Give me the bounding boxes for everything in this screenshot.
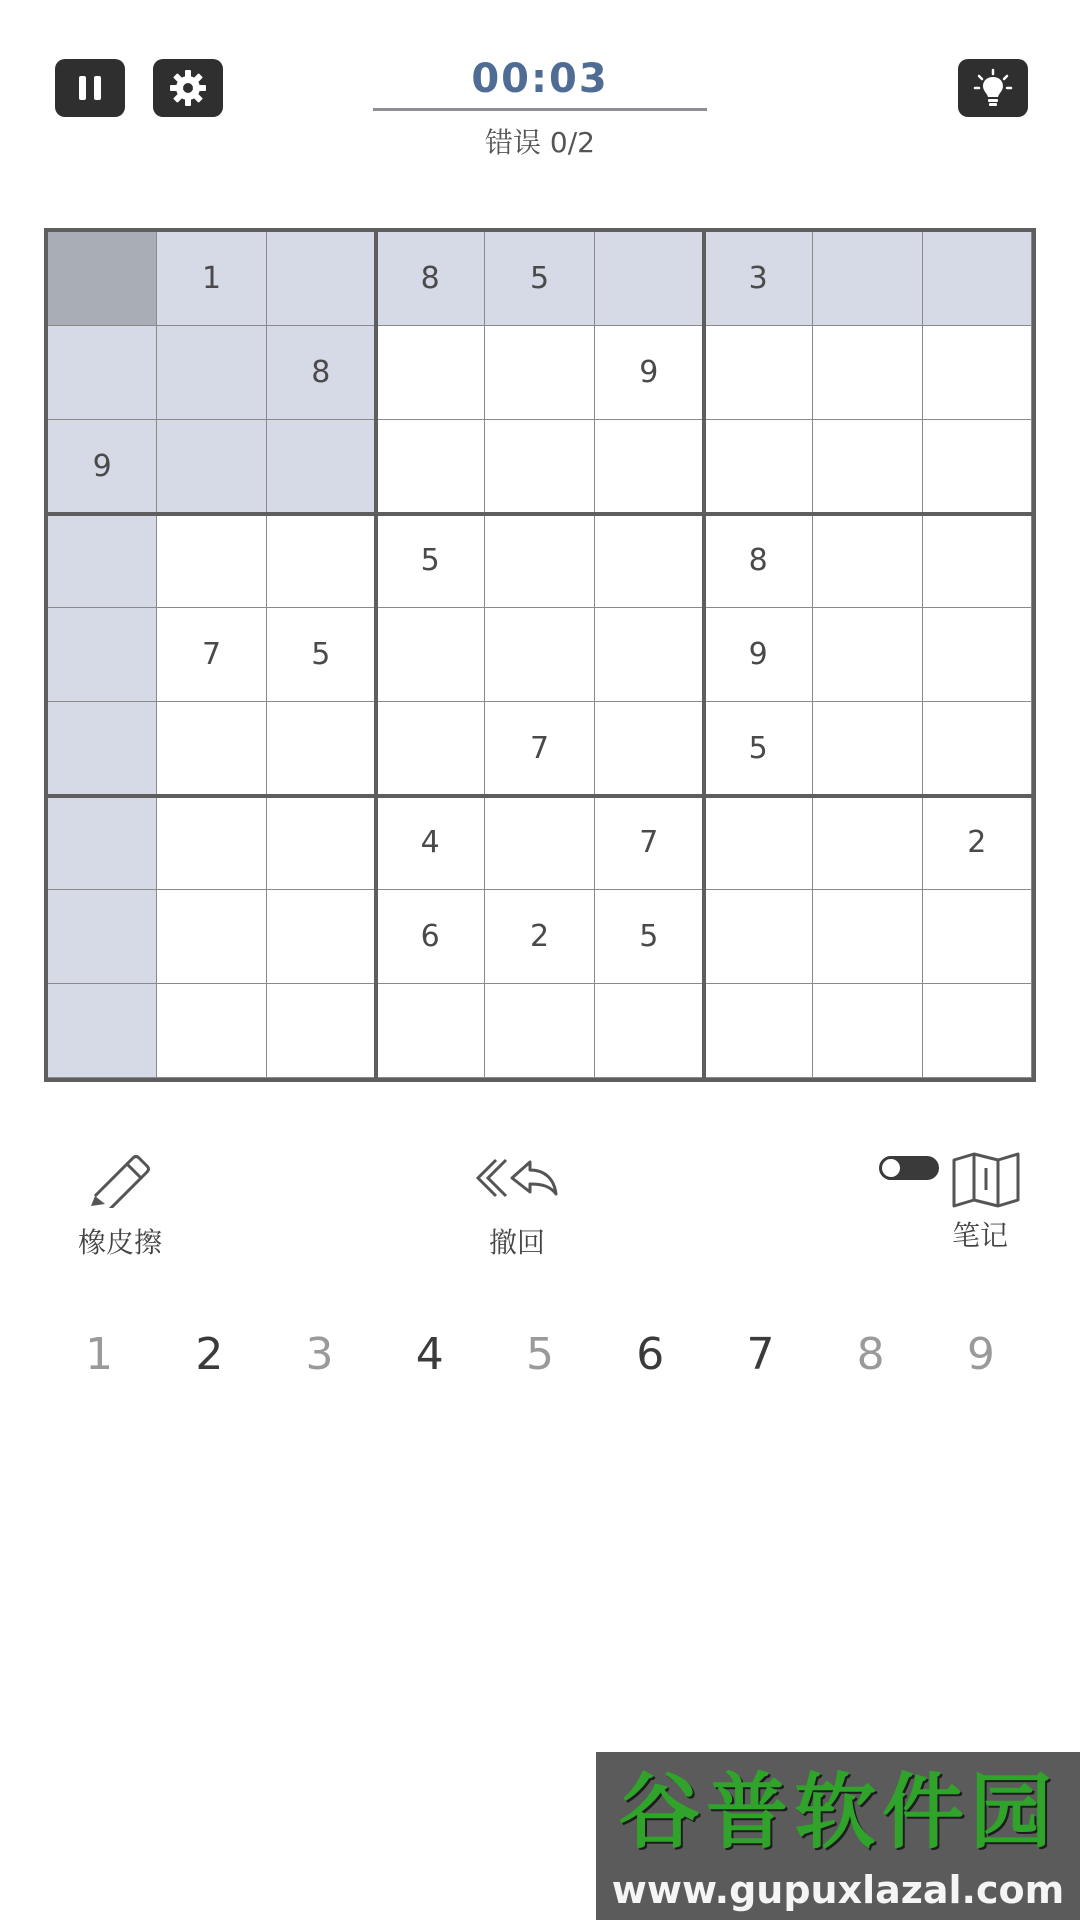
sudoku-cell[interactable]	[267, 890, 376, 984]
sudoku-cell[interactable]	[813, 890, 922, 984]
sudoku-cell[interactable]	[267, 232, 376, 326]
sudoku-cell[interactable]	[923, 514, 1032, 608]
sudoku-cell[interactable]	[923, 702, 1032, 796]
box-divider-horizontal	[48, 512, 1032, 516]
sudoku-cell[interactable]: 1	[157, 232, 266, 326]
sudoku-cell[interactable]: 2	[485, 890, 594, 984]
number-button[interactable]: 5	[525, 1329, 554, 1380]
sudoku-cell[interactable]	[813, 796, 922, 890]
pause-icon	[77, 74, 103, 102]
sudoku-cell[interactable]	[704, 326, 813, 420]
sudoku-cell[interactable]	[923, 326, 1032, 420]
sudoku-cell[interactable]: 5	[595, 890, 704, 984]
sudoku-cell[interactable]	[157, 326, 266, 420]
sudoku-cell[interactable]	[923, 232, 1032, 326]
sudoku-cell[interactable]	[485, 326, 594, 420]
sudoku-cell[interactable]	[813, 420, 922, 514]
notes-label: 笔记	[951, 1219, 1008, 1252]
sudoku-cell[interactable]	[704, 984, 813, 1078]
sudoku-cell[interactable]	[376, 420, 485, 514]
number-button[interactable]: 2	[195, 1329, 224, 1380]
sudoku-cell[interactable]	[923, 608, 1032, 702]
sudoku-cell[interactable]: 9	[595, 326, 704, 420]
hint-button[interactable]	[958, 59, 1028, 117]
sudoku-cell[interactable]: 8	[704, 514, 813, 608]
sudoku-cell[interactable]: 9	[704, 608, 813, 702]
sudoku-cell[interactable]: 7	[595, 796, 704, 890]
sudoku-cell[interactable]	[48, 702, 157, 796]
sudoku-cell[interactable]: 9	[48, 420, 157, 514]
number-button[interactable]: 6	[636, 1329, 665, 1380]
sudoku-cell[interactable]	[813, 514, 922, 608]
sudoku-cell[interactable]	[813, 702, 922, 796]
sudoku-cell[interactable]	[813, 608, 922, 702]
sudoku-cell[interactable]	[267, 984, 376, 1078]
timer: 00:03	[471, 56, 609, 102]
sudoku-cell[interactable]	[267, 514, 376, 608]
sudoku-cell[interactable]	[48, 514, 157, 608]
sudoku-cell[interactable]	[704, 890, 813, 984]
sudoku-cell[interactable]	[485, 420, 594, 514]
sudoku-board	[44, 228, 1036, 1082]
notebook-icon	[950, 1150, 1022, 1208]
box-divider-vertical	[374, 232, 378, 1078]
sudoku-cell[interactable]	[157, 514, 266, 608]
sudoku-cell[interactable]	[595, 232, 704, 326]
sudoku-cell[interactable]: 2	[923, 796, 1032, 890]
undo-label: 撤回	[488, 1226, 545, 1259]
sudoku-cell[interactable]: 5	[267, 608, 376, 702]
sudoku-cell[interactable]	[595, 420, 704, 514]
sudoku-cell[interactable]	[267, 420, 376, 514]
sudoku-cell[interactable]	[595, 514, 704, 608]
watermark	[596, 1752, 1080, 1920]
sudoku-cell[interactable]	[595, 984, 704, 1078]
undo-button[interactable]	[462, 1150, 572, 1261]
sudoku-cell[interactable]	[267, 702, 376, 796]
sudoku-cell[interactable]	[595, 702, 704, 796]
sudoku-cell[interactable]	[48, 890, 157, 984]
eraser-button[interactable]	[55, 1150, 185, 1261]
sudoku-cell[interactable]	[48, 232, 157, 326]
sudoku-cell[interactable]	[48, 984, 157, 1078]
sudoku-cell[interactable]: 5	[485, 232, 594, 326]
box-divider-horizontal	[48, 794, 1032, 798]
watermark-title: 谷普软件园	[617, 1765, 1058, 1860]
lightbulb-icon	[973, 68, 1013, 108]
timer-underline	[373, 108, 707, 111]
sudoku-cell[interactable]	[157, 890, 266, 984]
settings-button[interactable]	[153, 59, 223, 117]
sudoku-cell[interactable]	[48, 608, 157, 702]
sudoku-cell[interactable]: 4	[376, 796, 485, 890]
toggle-icon	[877, 1154, 941, 1182]
sudoku-cell[interactable]	[813, 232, 922, 326]
sudoku-cell[interactable]	[923, 890, 1032, 984]
pause-button[interactable]	[55, 59, 125, 117]
number-button[interactable]: 1	[85, 1329, 114, 1380]
sudoku-cell[interactable]	[485, 514, 594, 608]
sudoku-cell[interactable]	[595, 608, 704, 702]
sudoku-cell[interactable]	[157, 420, 266, 514]
error-counter: 错误 0/2	[485, 126, 595, 159]
sudoku-cell[interactable]	[376, 984, 485, 1078]
watermark-url: www.gupuxlazal.com	[611, 1868, 1065, 1912]
notes-toggle[interactable]	[877, 1154, 941, 1189]
sudoku-cell[interactable]	[48, 326, 157, 420]
pencil-icon	[85, 1150, 155, 1208]
sudoku-cell[interactable]: 8	[267, 326, 376, 420]
sudoku-cell[interactable]	[267, 796, 376, 890]
sudoku-cell[interactable]	[704, 420, 813, 514]
sudoku-cell[interactable]	[48, 796, 157, 890]
sudoku-cell[interactable]	[704, 796, 813, 890]
sudoku-cell[interactable]	[813, 984, 922, 1078]
gear-icon	[168, 68, 208, 108]
number-button[interactable]: 8	[856, 1329, 885, 1380]
sudoku-cell[interactable]: 8	[376, 232, 485, 326]
undo-icon	[474, 1150, 560, 1208]
sudoku-cell[interactable]	[923, 984, 1032, 1078]
timer-panel	[373, 52, 707, 161]
sudoku-cell[interactable]: 6	[376, 890, 485, 984]
sudoku-cell[interactable]	[376, 608, 485, 702]
sudoku-cell[interactable]	[157, 796, 266, 890]
number-pad	[44, 1320, 1036, 1390]
number-button[interactable]: 7	[746, 1329, 775, 1380]
number-button[interactable]: 3	[305, 1329, 334, 1380]
notes-button[interactable]	[862, 1150, 1022, 1254]
sudoku-cell[interactable]: 5	[704, 702, 813, 796]
sudoku-cell[interactable]	[923, 420, 1032, 514]
box-divider-vertical	[702, 232, 706, 1078]
sudoku-cell[interactable]	[485, 608, 594, 702]
sudoku-cell[interactable]	[157, 702, 266, 796]
sudoku-cell[interactable]	[376, 326, 485, 420]
sudoku-cell[interactable]: 5	[376, 514, 485, 608]
sudoku-cell[interactable]	[813, 326, 922, 420]
number-button[interactable]: 4	[415, 1329, 444, 1380]
sudoku-cell[interactable]: 7	[485, 702, 594, 796]
sudoku-cell[interactable]	[485, 796, 594, 890]
sudoku-cell[interactable]: 3	[704, 232, 813, 326]
eraser-label: 橡皮擦	[77, 1226, 162, 1259]
sudoku-cell[interactable]: 7	[157, 608, 266, 702]
sudoku-cell[interactable]	[485, 984, 594, 1078]
sudoku-cell[interactable]	[376, 702, 485, 796]
sudoku-cell[interactable]	[157, 984, 266, 1078]
number-button[interactable]: 9	[966, 1329, 995, 1380]
